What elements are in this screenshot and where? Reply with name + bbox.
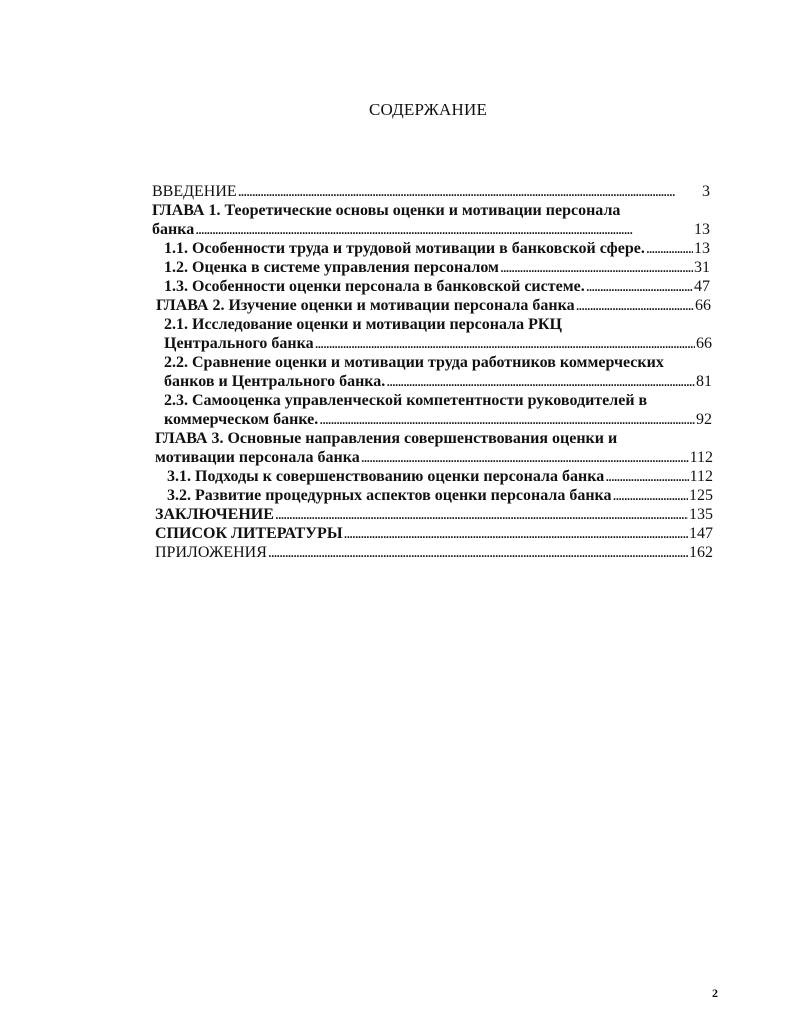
toc-entry-title: 1.2. Оценка в системе управления персоналом xyxy=(164,259,499,276)
dot-leader xyxy=(605,467,688,486)
toc-entry-title-line: ГЛАВА 1. Теоретические основы оценки и мотивации персонала xyxy=(152,202,621,219)
toc-entry-chapter-2[interactable] xyxy=(156,296,711,315)
toc-page-number: 162 xyxy=(689,544,713,561)
toc-entry-section-1-2[interactable] xyxy=(164,258,710,277)
toc-entry-section-2-1[interactable] xyxy=(164,315,712,353)
toc-entry-title-line: 2.3. Самооценка управленческой компетентности руководителей в xyxy=(164,392,648,409)
toc-page-number: 112 xyxy=(689,468,713,485)
dot-leader xyxy=(315,334,695,353)
toc-entry-title: мотивации персонала банка xyxy=(155,449,360,466)
toc-entry-section-3-1[interactable] xyxy=(167,467,713,486)
page-number: 2 xyxy=(712,986,718,1000)
dot-leader xyxy=(586,277,693,296)
toc-entry-conclusion[interactable] xyxy=(155,505,713,524)
toc-page-number: 66 xyxy=(696,335,712,352)
page-title: СОДЕРЖАНИЕ xyxy=(368,100,488,119)
toc-page-number: 13 xyxy=(694,240,710,257)
toc-entry-appendices[interactable] xyxy=(155,543,713,562)
toc-entry-references[interactable] xyxy=(155,524,713,543)
toc-page-number: 92 xyxy=(696,411,712,428)
dot-leader xyxy=(319,410,695,429)
dot-leader xyxy=(195,220,693,239)
toc-entry-title: Центрального банка xyxy=(164,335,314,352)
toc-page-number: 135 xyxy=(689,506,713,523)
toc-page-number: 3 xyxy=(702,183,710,200)
toc-entry-title: ГЛАВА 2. Изучение оценки и мотивации персонала банка xyxy=(156,297,575,314)
toc-page-number: 13 xyxy=(694,221,710,238)
toc-page-number: 147 xyxy=(689,525,713,542)
toc-page-number: 47 xyxy=(694,278,710,295)
toc-entry-section-2-2[interactable] xyxy=(164,353,712,391)
toc-page-number: 81 xyxy=(696,373,712,390)
toc-entry-chapter-3[interactable] xyxy=(155,429,713,467)
dot-leader xyxy=(238,182,701,201)
toc-entry-introduction[interactable] xyxy=(152,182,710,201)
toc-entry-title: ПРИЛОЖЕНИЯ xyxy=(155,544,267,561)
toc-entry-title: СПИСОК ЛИТЕРАТУРЫ xyxy=(155,525,343,542)
toc-entry-title: 3.1. Подходы к совершенствованию оценки персонала банка xyxy=(167,468,605,485)
toc-entry-chapter-1[interactable] xyxy=(152,201,710,239)
toc-entry-title: банков и Центрального банка. xyxy=(164,373,386,390)
toc-entry-title-line: 2.2. Сравнение оценки и мотивации труда работников коммерческих xyxy=(164,354,664,371)
toc-page-number: 66 xyxy=(695,297,711,314)
dot-leader xyxy=(386,372,695,391)
toc-entry-title: ВВЕДЕНИЕ xyxy=(152,183,237,200)
toc-entry-section-1-1[interactable] xyxy=(164,239,710,258)
dot-leader xyxy=(500,258,693,277)
table-of-contents xyxy=(0,182,794,562)
toc-page-number: 112 xyxy=(689,449,713,466)
toc-entry-title: коммерческом банке. xyxy=(164,411,319,428)
dot-leader xyxy=(646,239,693,258)
toc-entry-section-1-3[interactable] xyxy=(164,277,710,296)
toc-entry-section-3-2[interactable] xyxy=(167,486,713,505)
toc-entry-title-line: ГЛАВА 3. Основные направления совершенствования оценки и xyxy=(155,430,618,447)
dot-leader xyxy=(613,486,688,505)
toc-entry-title: ЗАКЛЮЧЕНИЕ xyxy=(155,506,274,523)
toc-entry-section-2-3[interactable] xyxy=(164,391,712,429)
toc-entry-title: 3.2. Развитие процедурных аспектов оценки персонала банка xyxy=(167,487,612,504)
dot-leader xyxy=(576,296,694,315)
toc-entry-title: банка xyxy=(152,221,195,238)
toc-page-number: 125 xyxy=(689,487,713,504)
toc-page-number: 31 xyxy=(694,259,710,276)
toc-entry-title: 1.3. Особенности оценки персонала в банковской системе. xyxy=(164,278,585,295)
dot-leader xyxy=(268,543,688,562)
dot-leader xyxy=(361,448,689,467)
toc-entry-title-line: 2.1. Исследование оценки и мотивации персонала РКЦ xyxy=(164,316,562,333)
dot-leader xyxy=(275,505,688,524)
toc-entry-title: 1.1. Особенности труда и трудовой мотивации в банковской сфере. xyxy=(164,240,645,257)
dot-leader xyxy=(344,524,688,543)
